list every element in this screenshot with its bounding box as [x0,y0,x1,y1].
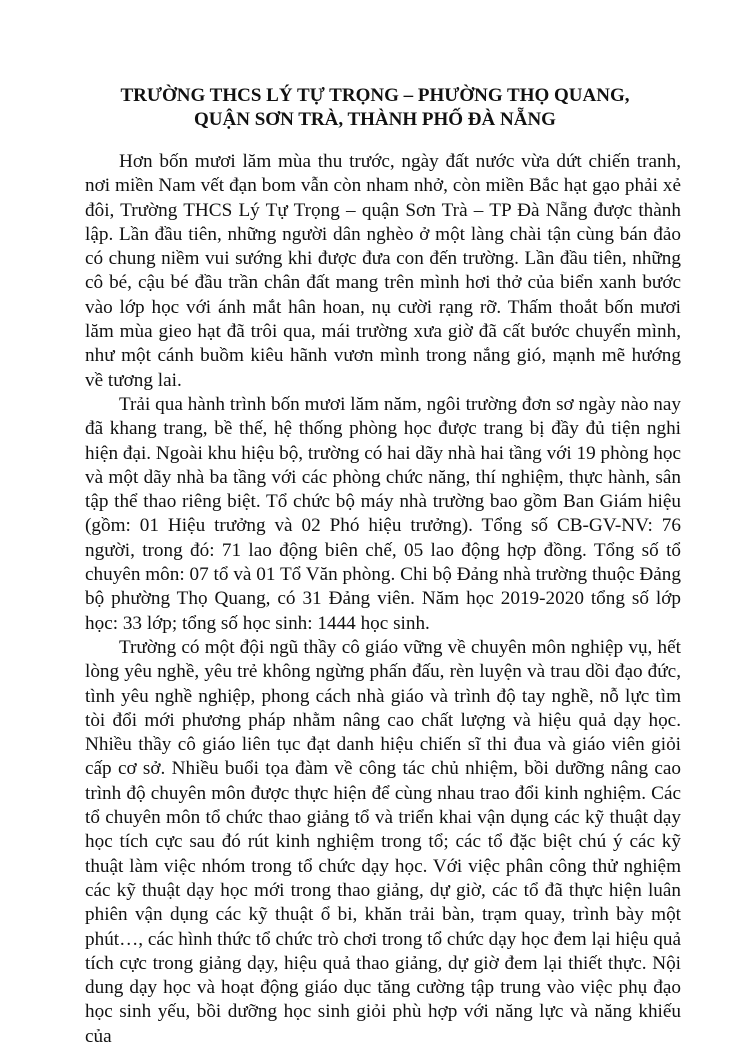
paragraph-facilities: Trải qua hành trình bốn mươi lăm năm, ngôi trường đơn sơ ngày nào nay đã khang trang, bề thế, hệ thống phòng học được trang bị đầy đủ tiện nghi hiện đại. Ngoài khu hiệu bộ, trường có hai dãy nhà hai tầng với 19 phòng học và một dãy nhà ba tầng với các phòng chức năng, thí nghiệm, thực hành, sân tập thể thao riêng biệt. Tổ chức bộ máy nhà trường bao gồm Ban Giám hiệu (gồm: 01 Hiệu trưởng và 02 Phó hiệu trưởng). Tổng số CB-GV-NV: 76 người, trong đó: 71 lao động biên chế, 05 lao động hợp đồng. Tổng số tổ chuyên môn: 07 tổ và 01 Tổ Văn phòng. Chi bộ Đảng nhà trường thuộc Đảng bộ phường Thọ Quang, có 31 Đảng viên. Năm học 2019-2020 tổng số lớp học: 33 lớp; tổng số học sinh: 1444 học sinh. [85,393,681,634]
paragraph-history: Hơn bốn mươi lăm mùa thu trước, ngày đất nước vừa dứt chiến tranh, nơi miền Nam vết đạn bom vẫn còn nham nhở, còn miền Bắc hạt gạo phải xẻ đôi, Trường THCS Lý Tự Trọng – quận Sơn Trà – TP Đà Nẵng được thành lập. Lần đầu tiên, những người dân nghèo ở một làng chài tận cùng bán đảo có chung niềm vui sướng khi được đưa con đến trường. Lần đầu tiên, những cô bé, cậu bé đầu trần chân đất mang trên mình hơi thở của biển xanh bước vào lớp học với ánh mắt hân hoan, nụ cười rạng rỡ. Thấm thoắt bốn mươi lăm mùa gieo hạt đã trôi qua, mái trường xưa giờ đã cất bước chuyển mình, như một cánh buồm kiêu hãnh vươn mình trong nắng gió, mạnh mẽ hướng về tương lai. [85,151,681,391]
document-title-line-2: QUẬN SƠN TRÀ, THÀNH PHỐ ĐÀ NẴNG [194,109,556,130]
paragraph-teachers: Trường có một đội ngũ thầy cô giáo vững về chuyên môn nghiệp vụ, hết lòng yêu nghề, yêu trẻ không ngừng phấn đấu, rèn luyện và trau dồi đạo đức, tình yêu nghề nghiệp, phong cách nhà giáo và trình độ tay nghề, nỗ lực tìm tòi đổi mới phương pháp nhằm nâng cao chất lượng và hiệu quả dạy học. Nhiều thầy cô giáo liên tục đạt danh hiệu chiến sĩ thi đua và giáo viên giỏi cấp cơ sở. Nhiều buổi tọa đàm về công tác chủ nhiệm, bồi dưỡng nâng cao trình độ chuyên môn được thực hiện để cùng nhau trao đổi kinh nghiệm. Các tổ chuyên môn tổ chức thao giảng tổ và triển khai vận dụng các kỹ thuật dạy học tích cực sau đó rút kinh nghiệm trong tổ; các tổ đặc biệt chú ý các kỹ thuật làm việc nhóm trong tổ chức dạy học. Với việc phân công thử nghiệm các kỹ thuật dạy học mới trong thao giảng, dự giờ, các tổ đã thực hiện luân phiên vận dụng các kỹ thuật ổ bi, khăn trải bàn, trạm quay, trình bày một phút…, các hình thức tổ chức trò chơi trong tổ chức dạy học đem lại hiệu quả tích cực trong giảng dạy, hiệu quả thao giảng, dự giờ đem lại thiết thực. Nội dung dạy học và hoạt động giáo dục tăng cường tập trung vào việc phụ đạo học sinh yếu, bồi dưỡng học sinh giỏi phù hợp với năng lực và năng khiếu của [85,636,682,1047]
document-title-line-1: TRƯỜNG THCS LÝ TỰ TRỌNG – PHƯỜNG THỌ QUANG, [120,85,630,106]
document-body [85,150,681,1049]
